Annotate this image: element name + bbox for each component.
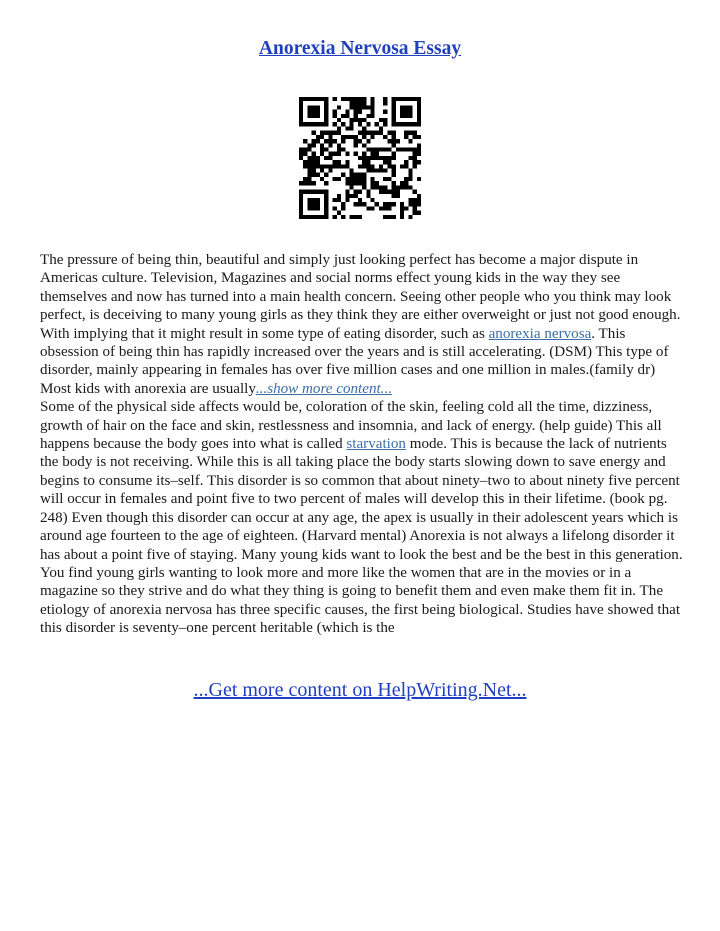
- get-more-content-link[interactable]: ...Get more content on HelpWriting.Net...: [193, 679, 527, 701]
- show-more-link[interactable]: ...show more content...: [255, 380, 392, 397]
- paragraph-1-text-b: . This obsession of being thin has rapidly increased over the years and is still accelerating. (DSM) This type of disorder, mainly appearing in females has over five million cases and one million in males.(family dr) Most kids with anorexia are usually: [40, 325, 669, 397]
- anorexia-nervosa-link[interactable]: anorexia nervosa: [488, 325, 592, 342]
- page-title: [0, 38, 720, 60]
- get-more-content: [0, 679, 720, 702]
- essay-body: [40, 251, 685, 638]
- paragraph-2-text-a: Some of the physical side affects would be, coloration of the skin, feeling cold all the time, dizziness, growth of hair on the face and skin, restlessness and insomnia, and lack of energy. (help guide) This all happens because the body goes into what is called: [40, 399, 662, 453]
- paragraph-2-text-b: mode. This is because the lack of nutrients the body is not receiving. While this is all taking place the body starts slowing down to save energy and begins to consume its–self. This disorder is so common that about ninety–two to about ninety five percent will occur in females and point five to two percent of males will develop this in their lifetime. (book pg. 248) Even though this disorder can occur at any age, the apex is usually in their adolescent years which is around age fourteen to the age of eighteen. (Harvard mental) Anorexia is not always a lifelong disorder it has about a point five of staying. Many young kids want to look the best and be the best in this generation. You find young girls wanting to look more and more like the women that are in the movies or in a magazine so they strive and do what they thing is going to benefit them and even make them fit in. The etiology of anorexia nervosa has three specific causes, the first being biological. Studies have showed that this disorder is seventy–one percent heritable (which is the: [40, 436, 683, 637]
- starvation-link[interactable]: starvation: [346, 436, 406, 453]
- title-link[interactable]: Anorexia Nervosa Essay: [258, 38, 462, 59]
- qr-code-icon: [299, 97, 421, 219]
- paragraph-1-text-a: The pressure of being thin, beautiful and simply just looking perfect has become a major dispute in Americas culture. Television, Magazines and social norms effect young kids in the way they see themselves and now has turned into a main health concern. Seeing other people who you think may look perfect, is deceiving to many young girls as they think they are either overweight or just not good enough. With implying that it might result in some type of eating disorder, such as: [40, 252, 681, 342]
